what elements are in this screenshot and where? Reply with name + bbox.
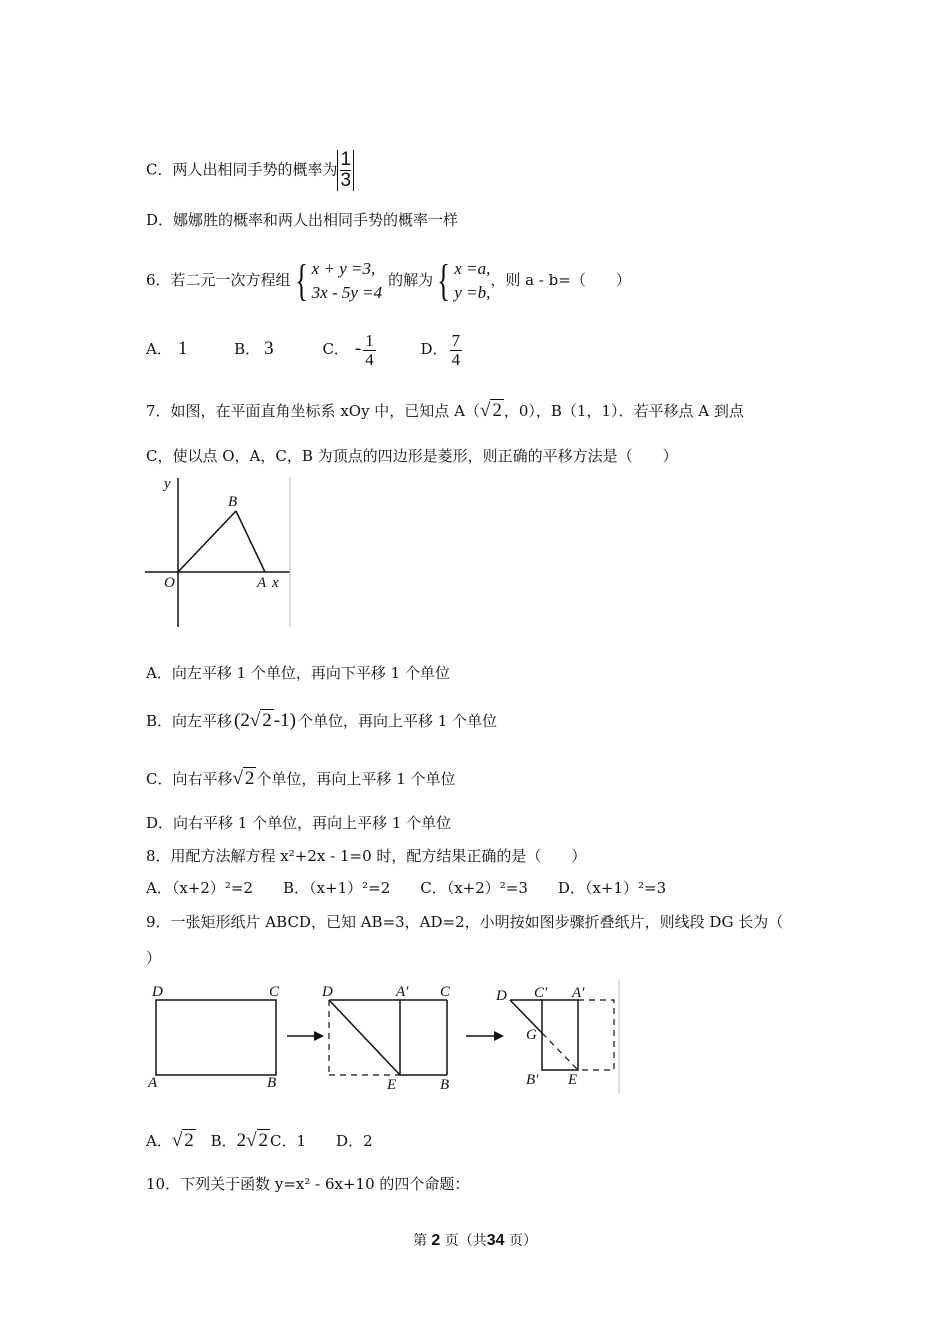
q7-stem-line2: C，使以点 O，A，C，B 为顶点的四边形是菱形，则正确的平移方法是（ ）	[146, 447, 678, 465]
q6-options: A． 1 B． 3 C． - $\frac{1}{4}$ D． $\frac{7}{4}$	[146, 330, 461, 369]
q10-stem: 10．下列关于函数 y=x² - 6x+10 的四个命题：	[146, 1175, 470, 1193]
label-b-prime: B′	[526, 1072, 539, 1088]
label-e: E	[387, 1077, 397, 1093]
q5-option-c: C．两人出相同手势的概率为 $\frac{1}{3}$	[146, 150, 354, 191]
page-footer: 第 2 页（共34 页）	[412, 1232, 538, 1249]
label-y: y	[164, 476, 171, 492]
sqrt-expression: √ 2	[232, 768, 255, 789]
sqrt-expression: √ 2	[171, 1130, 194, 1151]
label-e: E	[568, 1072, 578, 1088]
two-sqrt-two-expression: 2√ 2	[236, 1130, 269, 1151]
q5-option-d: D．娜娜胜的概率和两人出相同手势的概率一样	[146, 211, 459, 229]
q7-stem-line1: 7．如图，在平面直角坐标系 xOy 中，已知点 A（√ 2 ，0），B（1，1）．若平移点 A 到点	[146, 396, 744, 426]
q9-options: A．√ 2 B．2√ 2 C．1 D．2	[146, 1126, 373, 1156]
label-d: D	[152, 984, 163, 1000]
q9-stem-line1: 9．一张矩形纸片 ABCD，已知 AB=3，AD=2，小明按如图步骤折叠纸片，则线段 DG 长为（	[146, 913, 784, 931]
rectangle-abcd	[156, 1000, 276, 1075]
label-g: G	[526, 1027, 537, 1043]
q6-stem: 6．若二元一次方程组{ x + y =3, 3x - 5y =4 的解为{ x =a, y =b, ，则 a - b=（ ）	[146, 256, 631, 305]
label-a: A	[257, 575, 267, 591]
fraction-one-quarter: $\frac{1}{4}$	[365, 330, 374, 369]
label-d: D	[322, 984, 333, 1000]
q9-stem-line2: ）	[146, 949, 162, 967]
solution-system: x =a, y =b,	[454, 259, 491, 302]
q7-option-b: B．向左平移 (2√ 2 -1) 个单位，再向上平移 1 个单位	[146, 706, 497, 736]
q8-options: A．（x+2）²=2 B．（x+1）²=2 C．（x+2）²=3 D．（x+1）²=3	[146, 879, 667, 897]
left-brace-icon: {	[294, 256, 308, 305]
label-a: A	[148, 1075, 158, 1091]
q7-option-c: C．向右平移√ 2 个单位，再向上平移 1 个单位	[146, 764, 456, 794]
dashed-outline	[578, 1000, 614, 1070]
label-b: B	[440, 1077, 450, 1093]
segment-ba	[236, 511, 265, 572]
q7-option-d: D．向右平移 1 个单位，再向上平移 1 个单位	[146, 814, 452, 832]
q7-coordinate-figure	[140, 472, 300, 632]
segment-ob	[178, 511, 236, 572]
expression-2sqrt2-minus-1: (2√ 2 -1)	[234, 710, 296, 731]
label-b: B	[267, 1075, 277, 1091]
label-c-prime: C′	[534, 985, 548, 1001]
label-a-prime: A′	[396, 984, 409, 1000]
label-x: x	[272, 575, 279, 591]
q9-folding-figure	[140, 975, 630, 1095]
label-b: B	[228, 494, 238, 510]
arrow-head-icon	[314, 1031, 324, 1041]
sqrt-expression: √ 2	[479, 400, 502, 421]
label-c: C	[269, 984, 280, 1000]
label-o: O	[164, 575, 175, 591]
q7-option-a: A．向左平移 1 个单位，再向下平移 1 个单位	[146, 664, 450, 682]
q8-stem: 8．用配方法解方程 x²+2x - 1=0 时，配方结果正确的是（ ）	[146, 847, 587, 865]
equation-system: x + y =3, 3x - 5y =4	[311, 259, 383, 302]
fraction-seven-quarters: $\frac{7}{4}$	[451, 330, 461, 369]
fraction-one-third: $\frac{1}{3}$	[337, 150, 354, 191]
fold-diagonal	[329, 1000, 400, 1075]
dashed-fold	[542, 1033, 578, 1070]
label-d: D	[496, 988, 507, 1004]
label-c: C	[440, 984, 451, 1000]
label-a-prime: A′	[572, 985, 585, 1001]
folded-rectangle	[542, 1000, 578, 1070]
left-brace-icon: {	[437, 256, 451, 305]
arrow-head-icon	[494, 1031, 504, 1041]
